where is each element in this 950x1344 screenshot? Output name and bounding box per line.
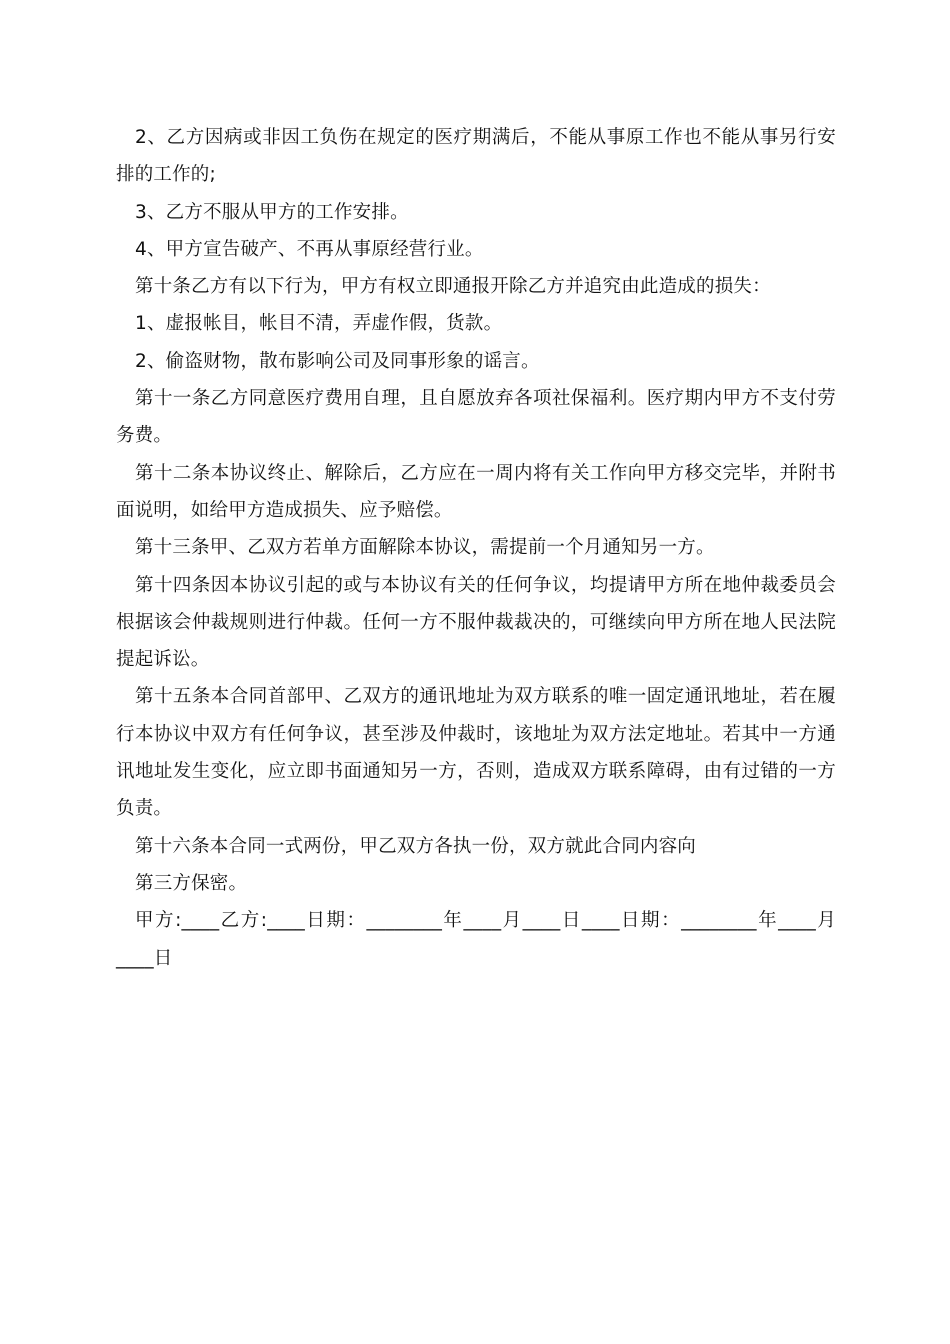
clause-item-3: 3、乙方不服从甲方的工作安排。	[135, 201, 409, 223]
clause-item-2: 2、乙方因病或非因工负伤在规定的医疗期满后，不能从事原工作也不能从事另行安排的工作的;	[116, 127, 836, 186]
article-10: 第十条乙方有以下行为，甲方有权立即通报开除乙方并追究由此造成的损失：	[135, 276, 771, 298]
article-12: 第十二条本协议终止、解除后，乙方应在一周内将有关工作向甲方移交完毕，并附书面说明，如给甲方造成损失、应予赔偿。	[116, 462, 836, 521]
document-body	[116, 119, 836, 977]
article-10-item-2: 2、偷盗财物，散布影响公司及同事形象的谣言。	[135, 350, 540, 372]
article-15: 第十五条本合同首部甲、乙双方的通讯地址为双方联系的唯一固定通讯地址，若在履行本协议中双方有任何争议，甚至涉及仲裁时，该地址为双方法定地址。若其中一方通讯地址发生变化，应立即书面通知另一方，否则，造成双方联系障碍，由有过错的一方负责。	[116, 686, 836, 820]
article-14: 第十四条因本协议引起的或与本协议有关的任何争议，均提请甲方所在地仲裁委员会根据该会仲裁规则进行仲裁。任何一方不服仲裁裁决的，可继续向甲方所在地人民法院提起诉讼。	[116, 574, 836, 671]
article-10-item-1: 1、虚报帐目，帐目不清，弄虚作假，货款。	[135, 313, 503, 335]
article-13: 第十三条甲、乙双方若单方面解除本协议，需提前一个月通知另一方。	[135, 537, 715, 559]
article-16-continued: 第三方保密。	[135, 872, 248, 894]
article-16: 第十六条本合同一式两份，甲乙双方各执一份，双方就此合同内容向	[135, 835, 697, 857]
clause-item-4: 4、甲方宣告破产、不再从事原经营行业。	[135, 238, 484, 260]
article-11: 第十一条乙方同意医疗费用自理，且自愿放弃各项社保福利。医疗期内甲方不支付劳务费。	[116, 388, 836, 447]
signature-line: 甲方:____乙方:____日期：________年____月____日____日期：________年____月____日	[116, 910, 836, 969]
